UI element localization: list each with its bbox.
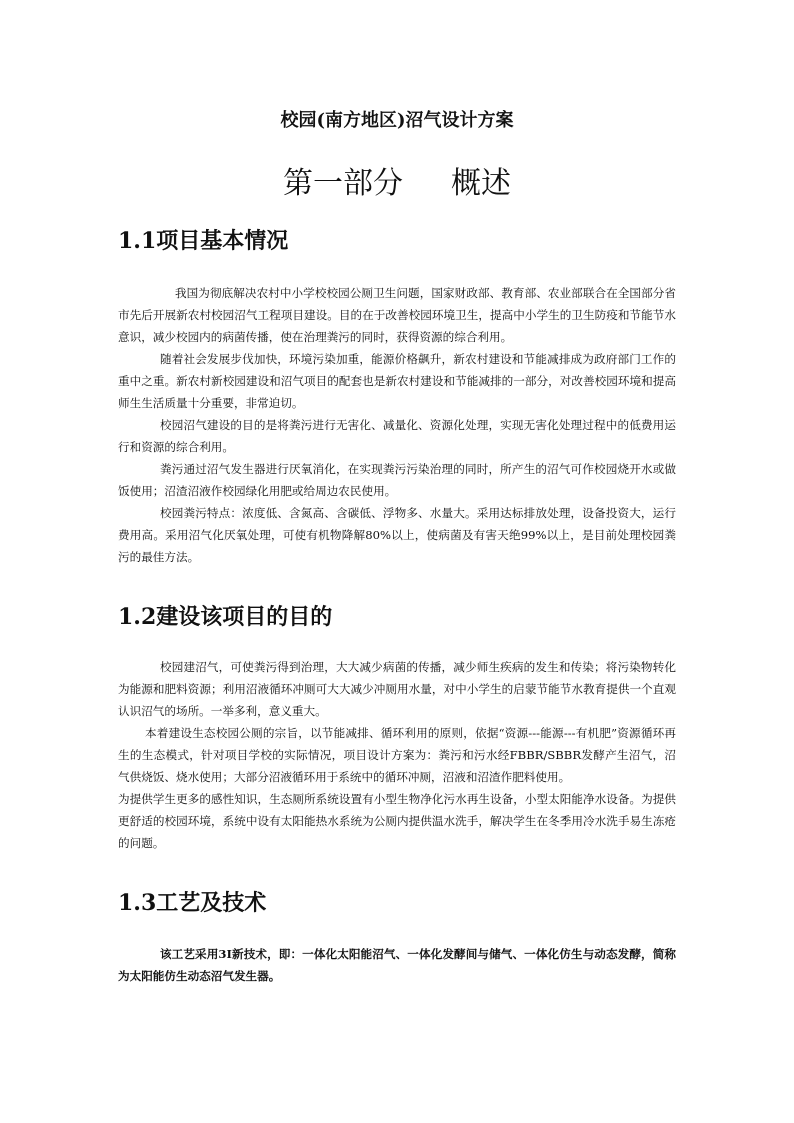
section-heading-1-3: 1.3工艺及技术 <box>118 890 267 916</box>
paragraph: 为提供学生更多的感性知识，生态厕所系统设置有小型生物净化污水再生设备，小型太阳能净水设备。为提供更舒适的校园环境，系统中设有太阳能热水系统为公厕内提供温水洗手，解决学生在冬季用冷水洗手易生冻疮的问题。 <box>118 792 676 850</box>
paragraph: 该工艺采用3I新技术，即：一体化太阳能沼气、一体化发酵间与储气、一体化仿生与动态发酵，简称为太阳能仿生动态沼气发生器。 <box>118 947 676 983</box>
document-title: 校园(南方地区)沼气设计方案 <box>280 110 514 131</box>
paragraph: 随着社会发展步伐加快，环境污染加重，能源价格飙升，新农村建设和节能减排成为政府部门工作的重中之重。新农村新校园建设和沼气项目的配套也是新农村建设和节能减排的一部分，对改善校园环境和提高师生生活质量十分重要，非常迫切。 <box>118 352 676 410</box>
paragraph: 校园建沼气，可使粪污得到治理，大大减少病菌的传播，减少师生疾病的发生和传染；将污染物转化为能源和肥料资源；利用沼液循环冲厕可大大减少冲厕用水量，对中小学生的启蒙节能节水教育提供一个直观认识沼气的场所。一举多利，意义重大。 <box>118 660 676 718</box>
part-name: 概述 <box>451 166 511 201</box>
part-title <box>0 158 794 202</box>
section-heading-1-2: 1.2建设该项目的目的 <box>118 604 333 630</box>
paragraph: 我国为彻底解决农村中小学校校园公厕卫生问题，国家财政部、教育部、农业部联合在全国部分省市先后开展新农村校园沼气工程项目建设。目的在于改善校园环境卫生，提高中小学生的卫生防疫和节能节水意识，减少校园内的病菌传播，使在治理粪污的同时，获得资源的综合利用。 <box>118 286 676 344</box>
section-1-3-body <box>118 943 676 987</box>
part-number: 第一部分 <box>283 166 403 201</box>
paragraph: 粪污通过沼气发生器进行厌氧消化，在实现粪污污染治理的同时，所产生的沼气可作校园烧开水或做饭使用；沼渣沼液作校园绿化用肥或给周边农民使用。 <box>118 462 676 498</box>
section-1-1-body <box>118 282 676 568</box>
section-1-2-body <box>118 656 676 854</box>
paragraph: 校园沼气建设的目的是将粪污进行无害化、减量化、资源化处理，实现无害化处理过程中的低费用运行和资源的综合利用。 <box>118 418 676 454</box>
section-heading-1-1: 1.1项目基本情况 <box>118 228 289 254</box>
paragraph: 本着建设生态校园公厕的宗旨，以节能减排、循环利用的原则，依据“资源---能源---有机肥”资源循环再生的生态模式，针对项目学校的实际情况，项目设计方案为：粪污和污水经FBBR/SBBR发酵产生沼气，沼气供烧饭、烧水使用；大部分沼液循环用于系统中的循环冲厕，沼液和沼渣作肥料使用。 <box>118 726 676 784</box>
paragraph: 校园粪污特点：浓度低、含氮高、含碳低、浮物多、水量大。采用达标排放处理，设备投资大，运行费用高。采用沼气化厌氧处理，可使有机物降解80%以上，使病菌及有害天绝99%以上，是目前处理校园粪污的最佳方法。 <box>118 506 676 564</box>
